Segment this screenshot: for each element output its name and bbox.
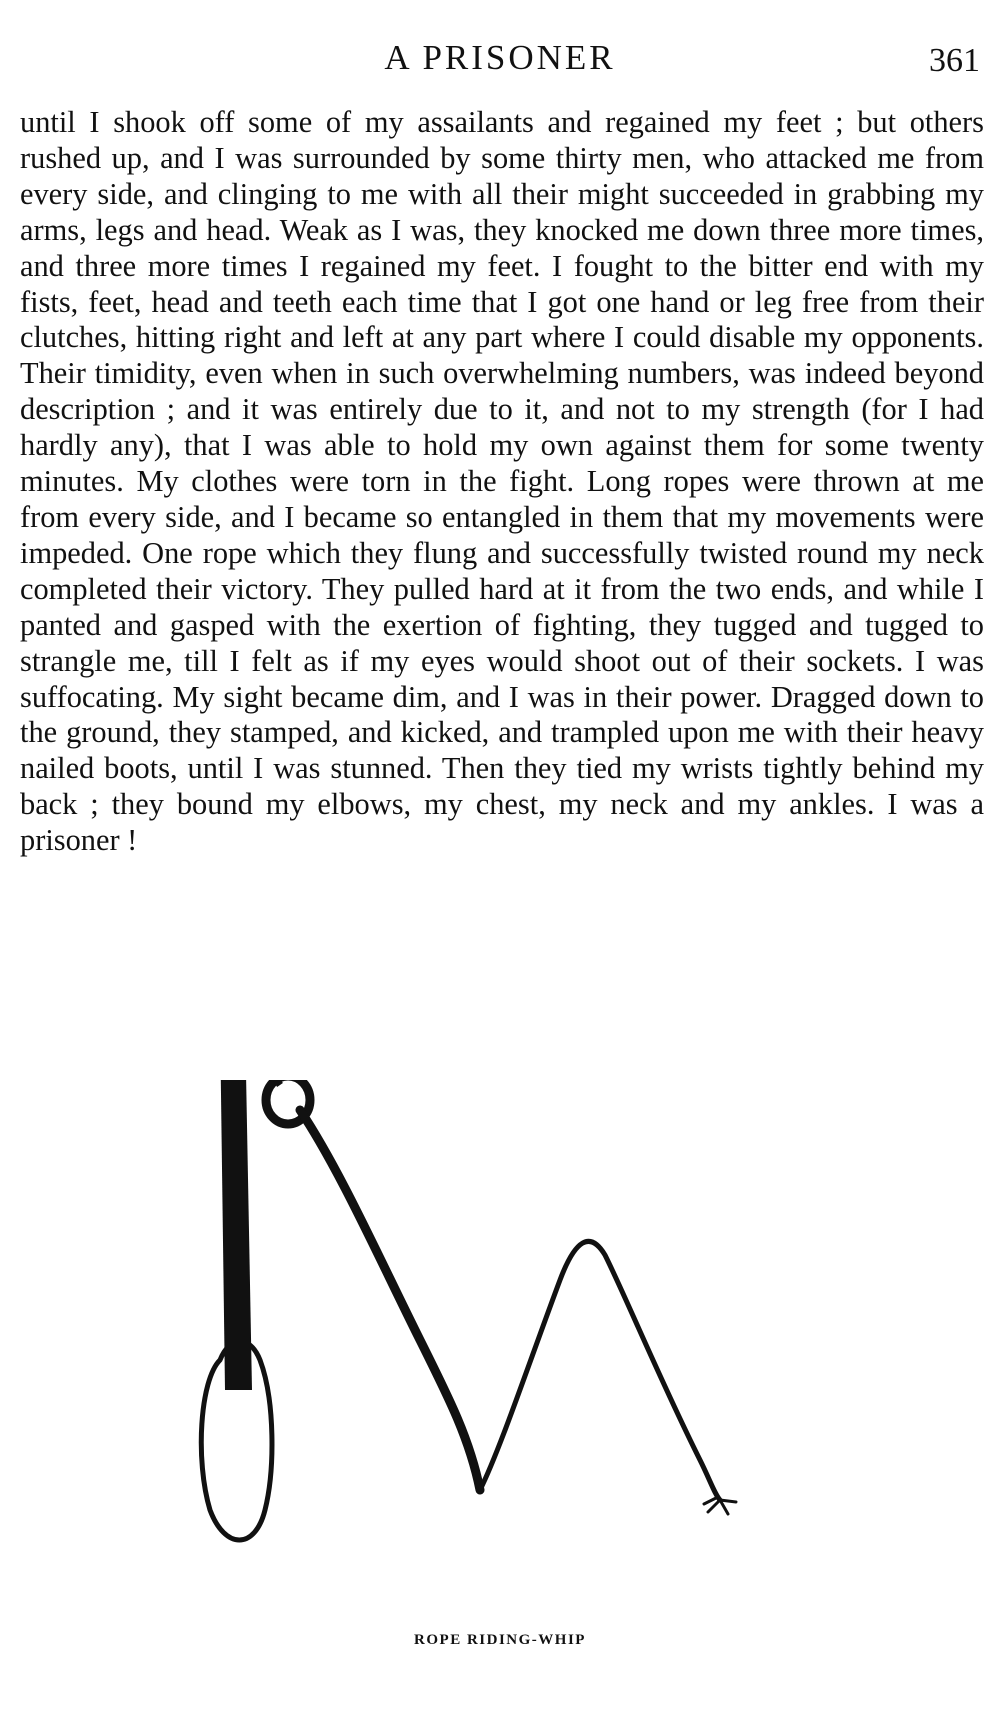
- figure-caption: ROPE RIDING-WHIP: [414, 1632, 586, 1648]
- running-title: A PRISONER: [384, 38, 616, 77]
- page-number: 361: [929, 42, 980, 79]
- body-paragraph: until I shook off some of my assailants and regained my feet ; but others rushed up, and I was surrounded by some thirty men, who attacked me from every side, and clinging to me with all their might succeeded in grabbing my arms, legs and head. Weak as I was, they knocked me down three more times, and three more times I regained my feet. I fought to the bitter end with my fists, feet, head and teeth each time that I got one hand or leg free from their clutches, hitting right and left at any part where I could disable my opponents. Their timidity, even when in such overwhelming numbers, was indeed beyond description ; and it was entirely due to it, and not to my strength (for I had hardly any), that I was able to hold my own against them for some twenty minutes. My clothes were torn in the fight. Long ropes were thrown at me from every side, and I became so entangled in them that my movements were impeded. One rope which they flung and successfully twisted round my neck completed their victory. They pulled hard at it from the two ends, and while I panted and gasped with the exertion of fighting, they tugged and tugged to strangle me, till I felt as if my eyes would shoot out of their sockets. I was suffocating. My sight became dim, and I was in their power. Dragged down to the ground, they stamped, and kicked, and trampled upon me with their heavy nailed boots, until I was stunned. Then they tied my wrists tightly behind my back ; they bound my elbows, my chest, my neck and my ankles. I was a prisoner !: [20, 105, 984, 858]
- whip-drawing: [180, 1080, 840, 1560]
- whip-cord: [480, 1241, 720, 1500]
- running-head: [20, 38, 980, 88]
- rope-riding-whip-illustration: [180, 1080, 840, 1560]
- whip-lash: [300, 1110, 480, 1490]
- whip-frayed-end: [704, 1498, 736, 1514]
- whip-handle: [220, 1080, 252, 1390]
